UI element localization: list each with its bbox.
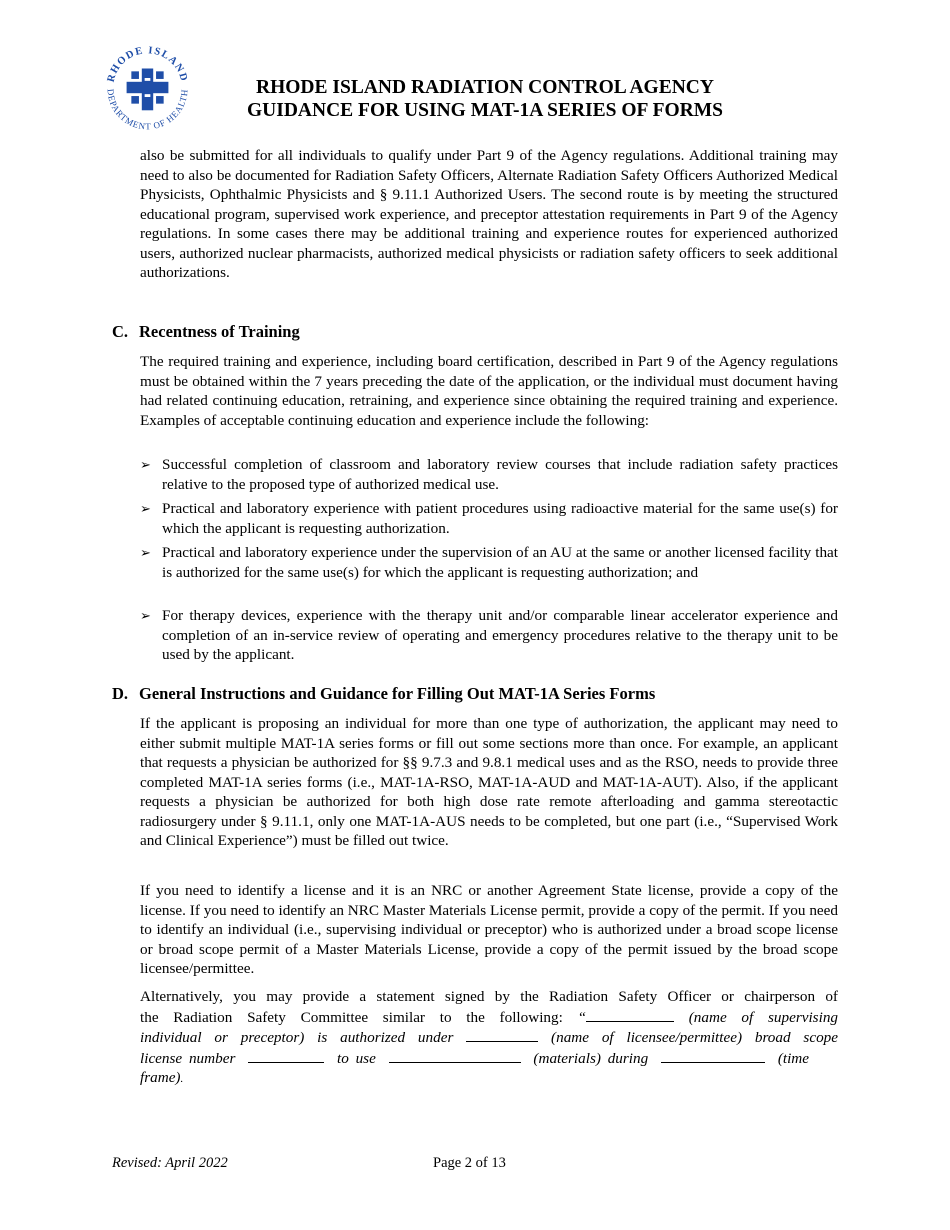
section-d-paragraph-2: If you need to identify a license and it is an NRC or another Agreement State license, provide a copy of the license. If you need to identify an NRC Master Materials License permit, provide a copy of the permit. If you need to identify an individual (i.e., supervising individual or preceptor) who is authorized under a broad scope license or broad scope permit of a Master Materials License, provide a copy of the permit issued by the broad scope licensee/permittee. (140, 882, 838, 977)
supervising-individual-blank (586, 1007, 674, 1022)
frame-phrase: frame) (140, 1069, 181, 1086)
paragraph-3-line-2 (140, 1007, 838, 1028)
time-phrase: (time (777, 1049, 810, 1067)
materials-phrase: (materials) during (533, 1049, 649, 1067)
statement-lead-text: the Radiation Safety Committee similar to the following: (140, 1008, 563, 1026)
header-line-2: GUIDANCE FOR USING MAT-1A SERIES OF FORMS (247, 100, 723, 121)
section-d-letter: D. (112, 684, 129, 703)
paragraph-3-line-5 (140, 1068, 838, 1090)
licensee-name-blank (466, 1027, 538, 1042)
closing-period: . (180, 1073, 184, 1085)
header-line-1: RHODE ISLAND RADIATION CONTROL AGENCY (256, 77, 714, 98)
page-number: Page 2 of 13 (433, 1155, 506, 1171)
section-d-title: General Instructions and Guidance for Filling Out MAT-1A Series Forms (139, 684, 656, 703)
section-c-bullet: Successful completion of classroom and laboratory review courses that include radiation safety practices relative to the proposed type of authorized medical use. (162, 456, 838, 493)
bullet-arrow-icon: ➢ (140, 501, 151, 516)
section-d-paragraph-1: If the applicant is proposing an individual for more than one type of authorization, the applicant may need to either submit multiple MAT-1A series forms or fill out some sections more than once. For example, an applicant that requests a physician be authorized for §§ 9.7.3 and 9.8.1 medical uses and as the RSO, needs to provide three completed MAT-1A series forms (i.e., MAT-1A-RSO, MAT-1A-AUD and MAT-1A-AUT). Also, if the applicant requests a physician be authorized for both high dose rate remote afterloading and gamma stereotactic radiosurgery under § 9.11.1, only one MAT-1A-AUS needs to be completed, but one part (i.e., “Supervised Work and Clinical Experience”) must be filled out twice. (140, 715, 838, 849)
revision-date: Revised: April 2022 (112, 1155, 228, 1171)
section-d-paragraph-3 (140, 987, 838, 1090)
document-header (205, 76, 765, 122)
paragraph-3-line-3 (140, 1027, 838, 1048)
section-c-bullet: Practical and laboratory experience under the supervision of an AU at the same or another licensed facility that is authorized for the same use(s) for which the applicant is requesting authorization; and (162, 544, 838, 581)
seal-text-bottom: DEPARTMENT OF HEALTH (105, 88, 190, 132)
open-quote: “ (577, 1008, 587, 1026)
licensee-phrase: (name of licensee/permittee) broad scope (551, 1029, 839, 1046)
individual-phrase: individual or preceptor) is authorized under (140, 1029, 454, 1046)
section-c-title: Recentness of Training (139, 322, 300, 341)
license-number-blank (248, 1048, 324, 1063)
section-c-paragraph: The required training and experience, including board certification, described in Part 9 of the Agency regulations must be obtained within the 7 years preceding the date of the application, or the individual must document having had related continuing education, retraining, and experience since obtaining the required training and experience. Examples of acceptable continuing education and experience include the following: (140, 353, 838, 429)
bullet-arrow-icon: ➢ (140, 457, 151, 472)
intro-paragraph: also be submitted for all individuals to qualify under Part 9 of the Agency regulations. Additional training may need to also be documented for Radiation Safety Officers, Alternate Radiation Safety Officers Authorized Medical Physicists, Ophthalmic Physicists and § 9.11.1 Authorized Users. The second route is by meeting the structured educational program, supervised work experience, and preceptor attestation requirements in Part 9 of the Agency regulations. In some cases there may be additional training and experience routes for experienced authorized users, authorized nuclear pharmacists, authorized medical physicists or radiation safety officers to seek additional authorizations. (140, 147, 838, 281)
ri-health-seal (100, 40, 195, 135)
to-use-phrase: to use (336, 1049, 376, 1067)
section-c-letter: C. (112, 322, 129, 341)
section-d-heading (112, 684, 655, 704)
section-c-bullet: For therapy devices, experience with the therapy unit and/or comparable linear accelerator experience and completion of an in-service review of operating and emergency procedures relative to the therapy unit to be used by the applicant. (162, 607, 838, 663)
section-c-heading (112, 322, 300, 342)
materials-blank (389, 1048, 521, 1063)
bullet-arrow-icon: ➢ (140, 608, 151, 623)
bullet-arrow-icon: ➢ (140, 545, 151, 560)
seal-text-top: RHODE ISLAND (105, 45, 190, 84)
supervising-phrase: (name of supervising (688, 1008, 839, 1026)
paragraph-3-line-1: Alternatively, you may provide a statement signed by the Radiation Safety Officer or chairperson of (140, 988, 838, 1005)
license-number-phrase: license number (140, 1049, 236, 1067)
seal-cross-icon (127, 69, 169, 111)
section-c-bullet: Practical and laboratory experience with patient procedures using radioactive material for the same use(s) for which the applicant is requesting authorization. (162, 500, 838, 537)
paragraph-3-line-4 (140, 1048, 838, 1069)
time-frame-blank (661, 1048, 765, 1063)
